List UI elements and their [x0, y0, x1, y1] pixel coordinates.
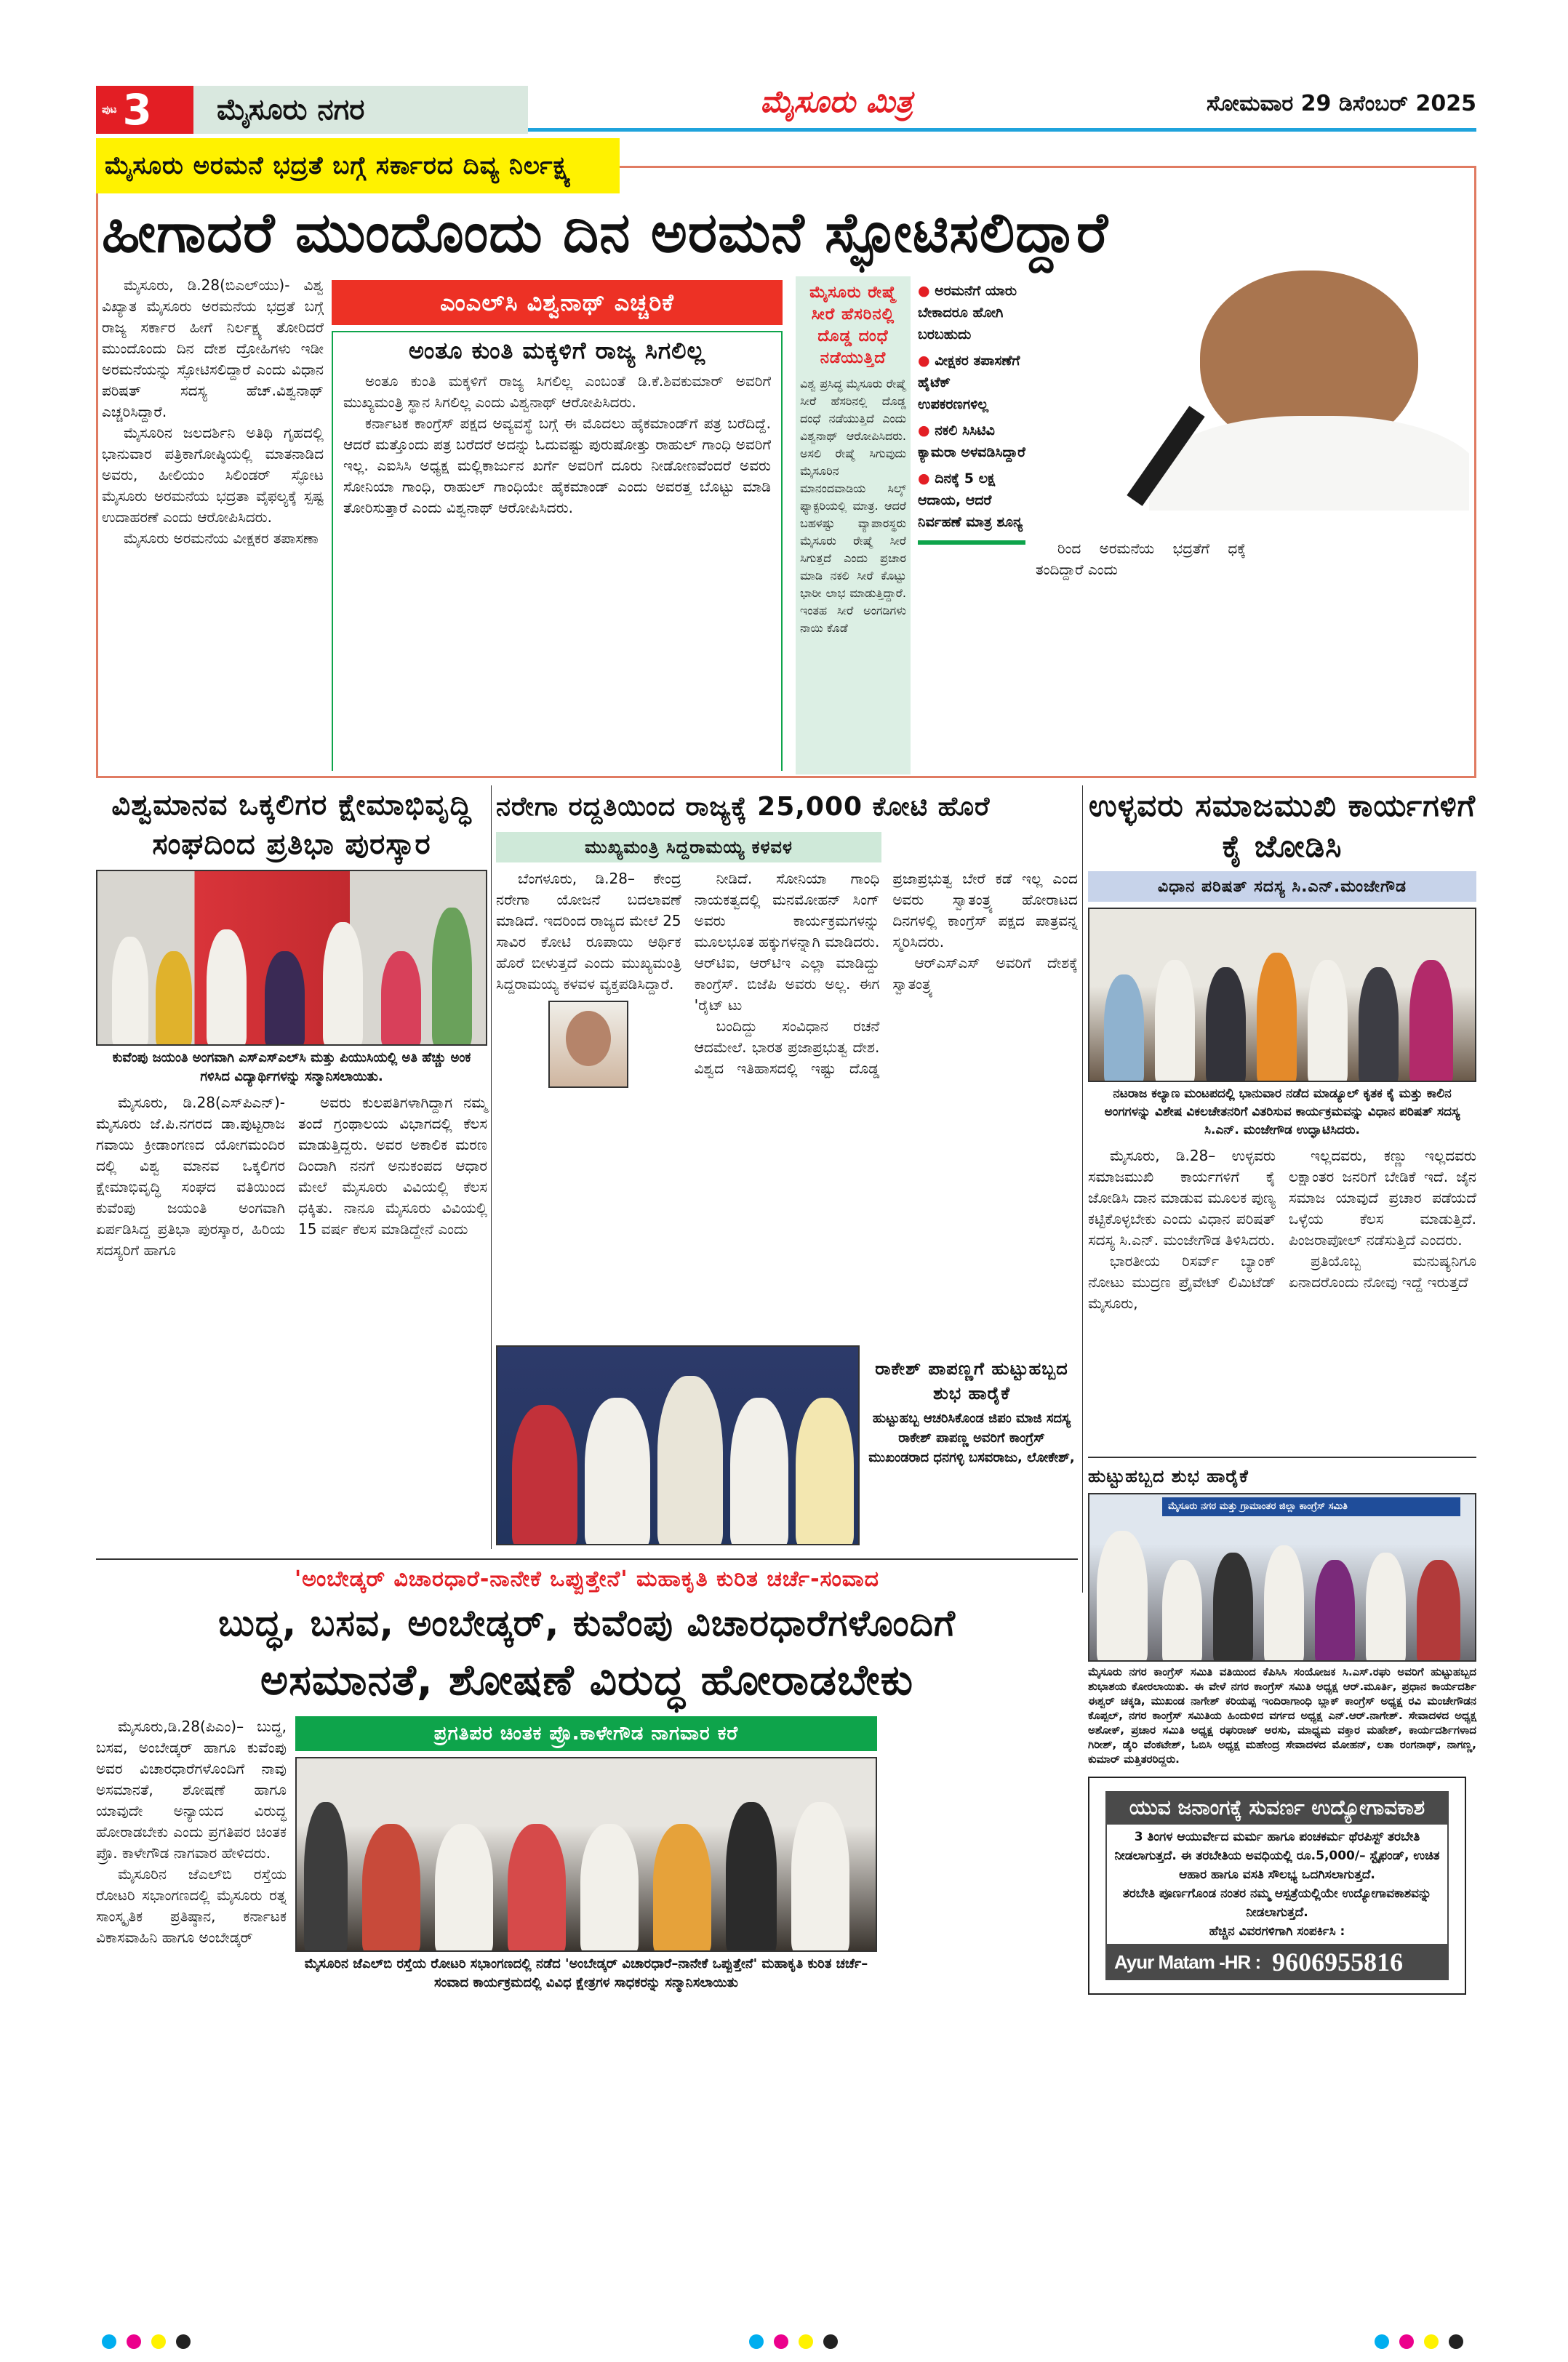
lead-subbox: ಅಂತೂ ಕುಂತಿ ಮಕ್ಕಳಿಗೆ ರಾಜ್ಯ ಸಿಗಲಿಲ್ಲ ಅಂತೂ ಕುಂತಿ ಮಕ್ಕಳಿಗೆ ರಾಜ್ಯ ಸಿಗಲಿಲ್ಲ ಎಂಬಂತೆ ಡಿ.ಕೆ.ಶಿವಕುಮಾರ್ ಅವರಿಗೆ ಮುಖ್ಯಮಂತ್ರಿ ಸ್ಥಾನ ಸಿಗಲಿಲ್ಲ ಎಂದು ವಿಶ್ವನಾಥ್ ಆರೋಪಿಸಿದರು. ಕರ್ನಾಟಕ ಕಾಂಗ್ರೆಸ್ ಪಕ್ಷದ ಅವ್ಯವಸ್ಥೆ ಬಗ್ಗೆ ಈ ಮೊದಲು ಹೈಕಮಾಂಡ್‌ಗೆ ಪತ್ರ ಬರೆದಿದ್ದೆ. ಆದರೆ ಮತ್ತೊಂದು ಪತ್ರ ಬರೆದರೆ ಅದನ್ನು ಓದುವಷ್ಟು ಪುರುಷೋತ್ತು ರಾಹುಲ್ ಗಾಂಧಿ ಅವರಿಗೆ ಇಲ್ಲ. ಎಐಸಿಸಿ ಅಧ್ಯಕ್ಷ ಮಲ್ಲಿಕಾರ್ಜುನ ಖರ್ಗೆ ಅವರಿಗೆ ದೂರು ನೀಡೋಣವೆಂದರೆ ಅವರು ಸೋನಿಯಾ ಗಾಂಧಿ, ರಾಹುಲ್ ಗಾಂಧಿಯೇ ಹೈಕಮಾಂಡ್ ಎಂದು ಅವರತ್ತ ಬೊಟ್ಟು ಮಾಡಿ ತೋರಿಸುತ್ತಾರೆ ಎಂದು ವಿಶ್ವನಾಥ್ ಆರೋಪಿಸಿದರು. — [332, 331, 783, 771]
lead-left-text: ಮೈಸೂರು, ಡಿ.28(ಬಿಎಲ್‌ಯು)- ವಿಶ್ವ ವಿಖ್ಯಾತ ಮೈಸೂರು ಅರಮನೆಯ ಭದ್ರತೆ ಬಗ್ಗೆ ರಾಜ್ಯ ಸರ್ಕಾರ ಹೀಗೆ ನಿರ್ಲಕ್ಷ್ಯ ತೋರಿದರೆ ಮುಂದೊಂದು ದಿನ ದೇಶ ದ್ರೋಹಿಗಳು ಇಡೀ ಅರಮನೆಯನ್ನು ಸ್ಫೋಟಿಸಲಿದ್ದಾರೆ ಎಂದು ವಿಧಾನ ಪರಿಷತ್ ಸದಸ್ಯ ಹೆಚ್.ವಿಶ್ವನಾಥ್ ಎಚ್ಚರಿಸಿದ್ದಾರೆ. ಮೈಸೂರಿನ ಜಲದರ್ಶಿನಿ ಅತಿಥಿ ಗೃಹದಲ್ಲಿ ಭಾನುವಾರ ಪತ್ರಿಕಾಗೋಷ್ಠಿಯಲ್ಲಿ ಮಾತನಾಡಿದ ಅವರು, ಹೀಲಿಯಂ ಸಿಲಿಂಡರ್ ಸ್ಫೋಟ ಮೈಸೂರು ಅರಮನೆಯ ಭದ್ರತಾ ವೈಫಲ್ಯಕ್ಕೆ ಸ್ಪಷ್ಟ ಉದಾಹರಣೆ ಎಂದು ಆರೋಪಿಸಿದರು. ಮೈಸೂರು ಅರಮನೆಯ ವೀಕ್ಷಕರ ತಪಾಸಣಾ — [102, 276, 324, 547]
issue-date: ಸೋಮವಾರ 29 ಡಿಸೆಂಬರ್ 2025 — [1207, 91, 1476, 116]
ad-contact — [1105, 1944, 1449, 1980]
registration-dots — [1375, 2334, 1473, 2352]
lead-bullets — [918, 280, 1025, 545]
cyan-dot — [749, 2334, 764, 2349]
ad-contact-label: Ayur Matam -HR : — [1114, 1950, 1261, 1973]
rakesh-text: ಹುಟ್ಟುಹಬ್ಬ ಆಚರಿಸಿಕೊಂಡ ಜಿಪಂ ಮಾಜಿ ಸದಸ್ಯ ರಾಕೇಶ್ ಪಾಪಣ್ಣ ಅವರಿಗೆ ಕಾಂಗ್ರೆಸ್ ಮುಖಂಡರಾದ ಧನಗಳ್ಳಿ ಬಸವರಾಜು, ಲೋಕೇಶ್, — [868, 1411, 1075, 1465]
magenta-dot — [774, 2334, 788, 2349]
ad-body: 3 ತಿಂಗಳ ಆಯುರ್ವೇದ ಮರ್ಮ ಹಾಗೂ ಪಂಚಕರ್ಮ ಥೆರಪಿಸ್ಟ್ ತರಬೇತಿ ನೀಡಲಾಗುತ್ತದೆ. ಈ ತರಬೇತಿಯ ಅವಧಿಯಲ್ಲಿ ರೂ.5,000/– ಸ್ಟೈಫಂಡ್, ಉಚಿತ ಆಹಾರ ಹಾಗೂ ವಸತಿ ಸೌಲಭ್ಯ ಒದಗಿಸಲಾಗುತ್ತದೆ. ತರಬೇತಿ ಪೂರ್ಣಗೊಂಡ ನಂತರ ನಮ್ಮ ಆಸ್ಪತ್ರೆಯಲ್ಲಿಯೇ ಉದ್ಯೋಗಾವಕಾಶವನ್ನು ನೀಡಲಾಗುತ್ತದೆ. ಹೆಚ್ಚಿನ ವಿವರಗಳಿಗಾಗಿ ಸಂಪರ್ಕಿಸಿ : — [1105, 1825, 1449, 1944]
registration-dots — [749, 2334, 848, 2352]
ambedkar-kicker: 'ಅಂಬೇಡ್ಕರ್ ವಿಚಾರಧಾರೆ-ನಾನೇಕೆ ಒಪ್ಪುತ್ತೇನೆ' ಮಹಾಕೃತಿ ಕುರಿತ ಚರ್ಚೆ-ಸಂವಾದ — [294, 1566, 879, 1592]
masthead-logo: ಮೈಸೂರು ಮಿತ್ರ — [760, 84, 913, 119]
yellow-dot — [151, 2334, 166, 2349]
siddaramaiah-photo — [548, 1001, 628, 1088]
bullet-item: ● ನಕಲಿ ಸಿಸಿಟಿವಿ ಕ್ಯಾಮರಾ ಅಳವಡಿಸಿದ್ದಾರೆ — [918, 423, 1025, 460]
ambedkar-caption: ಮೈಸೂರಿನ ಜೆಎಲ್‌ಬಿ ರಸ್ತೆಯ ರೋಟರಿ ಸಭಾಂಗಣದಲ್ಲಿ ನಡೆದ 'ಅಂಬೇಡ್ಕರ್ ವಿಚಾರಧಾರೆ–ನಾನೇಕೆ ಒಪ್ಪುತ್ತೇನೆ' ಮಹಾಕೃತಿ ಕುರಿತ ಚರ್ಚೆ–ಸಂವಾದ ಕಾರ್ಯಕ್ರಮದಲ್ಲಿ ವಿವಿಧ ಕ್ಷೇತ್ರಗಳ ಸಾಧಕರನ್ನು ಸನ್ಮಾನಿಸಲಾಯಿತು — [304, 1956, 868, 1990]
ullavaru-caption: ನಟರಾಜ ಕಲ್ಯಾಣ ಮಂಟಪದಲ್ಲಿ ಭಾನುವಾರ ನಡೆದ ಮಾಡ್ಯೂಲ್ ಕೃತಕ ಕೈ ಮತ್ತು ಕಾಲಿನ ಅಂಗಗಳನ್ನು ವಿಶೇಷ ವಿಕಲಚೇತನರಿಗೆ ವಿತರಿಸುವ ಕಾರ್ಯಕ್ರಮವನ್ನು ವಿಧಾನ ಪರಿಷತ್ ಸದಸ್ಯ ಸಿ.ಎನ್. ಮಂಜೇಗೌಡ ಉದ್ಘಾಟಿಸಿದರು. — [1104, 1086, 1460, 1137]
vokkaliga-story — [96, 785, 487, 1261]
vokkaliga-caption: ಕುವೆಂಪು ಜಯಂತಿ ಅಂಗವಾಗಿ ಎಸ್‌ಎಸ್‌ಎಲ್‌ಸಿ ಮತ್ತು ಪಿಯುಸಿಯಲ್ಲಿ ಅತಿ ಹೆಚ್ಚು ಅಂಕ ಗಳಿಸಿದ ವಿದ್ಯಾರ್ಥಿಗಳನ್ನು ಸನ್ಮಾನಿಸಲಾಯಿತು. — [112, 1050, 471, 1084]
black-dot — [823, 2334, 838, 2349]
registration-dots — [102, 2334, 201, 2352]
cyan-dot — [102, 2334, 116, 2349]
lead-headline: ಹೀಗಾದರೆ ಮುಂದೊಂದು ದಿನ ಅರಮನೆ ಸ್ಫೋಟಿಸಲಿದ್ದಾರೆ — [102, 200, 1109, 265]
lead-right-text: ರಿಂದ ಅರಮನೆಯ ಭದ್ರತೆಗೆ ಧಕ್ಕೆ ತಂದಿದ್ದಾರೆ ಎಂದು — [1036, 540, 1246, 578]
page-label: ಪುಟ — [102, 104, 117, 116]
rakesh-title: ರಾಕೇಶ್ ಪಾಪಣ್ಣಗೆ ಹುಟ್ಟುಹಬ್ಬದ ಶುಭ ಹಾರೈಕೆ — [875, 1358, 1068, 1404]
header-rule — [528, 128, 1476, 132]
birthday-photo — [1088, 1493, 1476, 1662]
bullet-item: ● ವೀಕ್ಷಕರ ತಪಾಸಣೆಗೆ ಹೈಟೆಕ್ ಉಪಕರಣಗಳಿಲ್ಲ — [918, 353, 1020, 412]
yellow-dot — [799, 2334, 813, 2349]
ambedkar-headline-2: ಅಸಮಾನತೆ, ಶೋಷಣೆ ವಿರುದ್ಧ ಹೋರಾಡಬೇಕು — [260, 1655, 914, 1705]
section-title-box — [193, 86, 528, 134]
vokkaliga-text: ಮೈಸೂರು, ಡಿ.28(ಎಸ್‌ಪಿಎನ್)- ಮೈಸೂರು ಜೆ.ಪಿ.ನಗರದ ಡಾ.ಪುಟ್ಟರಾಜ ಗವಾಯಿ ಕ್ರೀಡಾಂಗಣದ ಯೋಗಮಂದಿರ ದಲ್ಲಿ ವಿಶ್ವ ಮಾನವ ಒಕ್ಕಲಿಗರ ಕ್ಷೇಮಾಭಿವೃದ್ಧಿ ಸಂಘದ ವತಿಯಿಂದ ಕುವೆಂಪು ಜಯಂತಿ ಅಂಗವಾಗಿ ಏರ್ಪಡಿಸಿದ್ದ ಪ್ರತಿಭಾ ಪುರಸ್ಕಾರ, ಹಿರಿಯ ಸದಸ್ಯರಿಗೆ ಹಾಗೂ ಅವರು ಕುಲಪತಿಗಳಾಗಿದ್ದಾಗ ನಮ್ಮ ತಂದೆ ಗ್ರಂಥಾಲಯ ವಿಭಾಗದಲ್ಲಿ ಕೆಲಸ ಮಾಡುತ್ತಿದ್ದರು. ಅವರ ಅಕಾಲಿಕ ಮರಣ ದಿಂದಾಗಿ ನನಗೆ ಅನುಕಂಪದ ಆಧಾರ ಮೇಲೆ ಮೈಸೂರು ವಿವಿಯಲ್ಲಿ ಕೆಲಸ ಧಕ್ಕಿತು. ನಾನೂ ಮೈಸೂರು ವಿವಿಯಲ್ಲಿ 15 ವರ್ಷ ಕೆಲಸ ಮಾಡಿದ್ದೇನೆ ಎಂದು — [96, 1094, 487, 1259]
rakesh-box — [867, 1356, 1076, 1468]
nrega-headline: ನರೇಗಾ ರದ್ದತಿಯಿಂದ ರಾಜ್ಯಕ್ಕೆ 25,000 ಕೋಟಿ ಹೊರೆ — [496, 792, 991, 822]
nrega-text: ಬೆಂಗಳೂರು, ಡಿ.28– ಕೇಂದ್ರ ನರೇಗಾ ಯೋಜನೆ ಬದಲಾವಣೆ ಮಾಡಿದೆ. ಇದರಿಂದ ರಾಜ್ಯದ ಮೇಲೆ 25 ಸಾವಿರ ಕೋಟಿ ರೂಪಾಯಿ ಆರ್ಥಿಕ ಹೊರೆ ಬೀಳುತ್ತದೆ ಎಂದು ಮುಖ್ಯಮಂತ್ರಿ ಸಿದ್ದರಾಮಯ್ಯ ಕಳವಳ ವ್ಯಕ್ತಪಡಿಸಿದ್ದಾರೆ. ನೀಡಿದೆ. ಸೋನಿಯಾ ಗಾಂಧಿ ನಾಯಕತ್ವದಲ್ಲಿ ಮನಮೋಹನ್ ಸಿಂಗ್ ಅವರು ಕಾರ್ಯಕ್ರಮಗಳನ್ನು ಮೂಲಭೂತ ಹಕ್ಕುಗಳನ್ನಾಗಿ ಮಾಡಿದರು. ಆರ್‌ಟಿಐ, ಆರ್‌ಟಿಇ ಎಲ್ಲಾ ಮಾಡಿದ್ದು ಕಾಂಗ್ರೆಸ್. ಬಿಜೆಪಿ ಅವರು ಅಲ್ಲ. ಈಗ 'ರೈಟ್ ಟು ಬಂದಿದ್ದು ಸಂವಿಧಾನ ರಚನೆ ಆದಮೇಲೆ. ಭಾರತ ಪ್ರಜಾಪ್ರಭುತ್ವ ದೇಶ. ವಿಶ್ವದ ಇತಿಹಾಸದಲ್ಲಿ ಇಷ್ಟು ದೊಡ್ಡ ಪ್ರಜಾಪ್ರಭುತ್ವ ಬೇರೆ ಕಡೆ ಇಲ್ಲ ಎಂದ ಅವರು ಸ್ವಾತಂತ್ರ್ಯ ಹೋರಾಟದ ದಿನಗಳಲ್ಲಿ ಕಾಂಗ್ರೆಸ್ ಪಕ್ಷದ ಪಾತ್ರವನ್ನ ಸ್ಮರಿಸಿದರು. ಆರ್‌ಎಸ್‌ಎಸ್ ಅವರಿಗೆ ದೇಶಕ್ಕೆ ಸ್ವಾತಂತ್ರ್ಯ — [496, 868, 1078, 1088]
bullet-item: ● ದಿನಕ್ಕೆ 5 ಲಕ್ಷ ಆದಾಯ, ಆದರೆ ನಿರ್ವಹಣೆ ಮಾತ್ರ ಶೂನ್ಯ — [918, 471, 1023, 530]
vokkaliga-headline: ವಿಶ್ವಮಾನವ ಒಕ್ಕಲಿಗರ ಕ್ಷೇಮಾಭಿವೃದ್ಧಿ ಸಂಘದಿಂದ ಪ್ರತಿಭಾ ಪುರಸ್ಕಾರ — [111, 788, 472, 861]
birthday-caption: ಮೈಸೂರು ನಗರ ಕಾಂಗ್ರೆಸ್ ಸಮಿತಿ ವತಿಯಿಂದ ಕೆಪಿಸಿಸಿ ಸಂಯೋಜಕ ಸಿ.ಎಸ್.ರಘು ಅವರಿಗೆ ಹುಟ್ಟುಹಬ್ಬದ ಶುಭಾಶಯ ಕೋರಲಾಯಿತು. ಈ ವೇಳೆ ನಗರ ಕಾಂಗ್ರೆಸ್ ಸಮಿತಿ ಅಧ್ಯಕ್ಷ ಆರ್.ಮೂರ್ತಿ, ಪ್ರಧಾನ ಕಾರ್ಯದರ್ಶಿ ಈಶ್ವರ್ ಚಕ್ಕಡಿ, ಮುಖಂಡ ನಾಗೇಶ್ ಕರಿಯಪ್ಪ ಇಂದಿರಾಗಾಂಧಿ ಬ್ಲಾಕ್ ಕಾಂಗ್ರೆಸ್ ಅಧ್ಯಕ್ಷ ರವಿ ಮಂಚೇಗೌಡನ ಕೊಪ್ಪಲ್, ನಗರ ಕಾಂಗ್ರೆಸ್ ಸಮಿತಿಯ ಹಿಂದುಳಿದ ವರ್ಗದ ಅಧ್ಯಕ್ಷ ಎನ್.ಆರ್.ನಾಗೇಶ್. ಸೇವಾದಳದ ಅಧ್ಯಕ್ಷ ಅಶೋಕ್, ಪ್ರಚಾರ ಸಮಿತಿ ಅಧ್ಯಕ್ಷ ರಘುರಾಜ್ ಅರಸು, ಮಾಧ್ಯಮ ವಕ್ತಾರ ಮಹೇಶ್, ಕಾರ್ಯದರ್ಶಿಗಳಾದ ಗಿರೀಶ್, ಡೈರಿ ವೆಂಕಟೇಶ್, ಓಬಿಸಿ ಅಧ್ಯಕ್ಷ ಮಹೇಂದ್ರ ಸೇವಾದಳದ ಮೋಹನ್, ಲತಾ ರಂಗನಾಥ್, ನಾಗಣ್ಣ, ಕುಮಾರ್ ಮತ್ತಿತರರಿದ್ದರು. — [1088, 1665, 1476, 1766]
ambedkar-photo — [295, 1757, 877, 1952]
lead-banner: ಎಂಎಲ್‌ಸಿ ವಿಶ್ವನಾಥ್ ಎಚ್ಚರಿಕೆ — [332, 280, 783, 325]
page-number-box — [96, 86, 193, 134]
ad-title: ಯುವ ಜನಾಂಗಕ್ಕೆ ಸುವರ್ಣ ಉದ್ಯೋಗಾವಕಾಶ — [1105, 1791, 1449, 1825]
black-dot — [176, 2334, 191, 2349]
ambedkar-story — [96, 1564, 1078, 1993]
job-ad — [1088, 1777, 1466, 1995]
vishwanath-photo — [1091, 271, 1469, 511]
right-column — [1088, 785, 1476, 1995]
page-number: 3 — [122, 85, 152, 135]
sidebar-title: ಮೈಸೂರು ರೇಷ್ಮೆ ಸೀರೆ ಹೆಸರಿನಲ್ಲಿ ದೊಡ್ಡ ದಂಧೆ ನಡೆಯುತ್ತಿದೆ — [809, 284, 897, 367]
ad-phone[interactable]: 9606955816 — [1272, 1947, 1404, 1977]
ullavaru-photo — [1088, 908, 1476, 1082]
vokkaliga-photo — [96, 870, 487, 1046]
section-title: ಮೈಸೂರು ನಗರ — [217, 93, 365, 127]
black-dot — [1449, 2334, 1463, 2349]
lead-kicker: ಮೈಸೂರು ಅರಮನೆ ಭದ್ರತೆ ಬಗ್ಗೆ ಸರ್ಕಾರದ ದಿವ್ಯ ನಿರ್ಲಕ್ಷ್ಯ — [96, 138, 620, 193]
lead-subhead: ಅಂತೂ ಕುಂತಿ ಮಕ್ಕಳಿಗೆ ರಾಜ್ಯ ಸಿಗಲಿಲ್ಲ — [408, 337, 706, 364]
ambedkar-text: ಮೈಸೂರು,ಡಿ.28(ಪಿಎಂ)– ಬುದ್ಧ, ಬಸವ, ಅಂಬೇಡ್ಕರ್ ಹಾಗೂ ಕುವೆಂಪು ಅವರ ವಿಚಾರಧಾರೆಗಳೊಂದಿಗೆ ನಾವು ಅಸಮಾನತೆ, ಶೋಷಣೆ ಹಾಗೂ ಯಾವುದೇ ಅನ್ಯಾಯದ ವಿರುದ್ಧ ಹೋರಾಡಬೇಕು ಎಂದು ಪ್ರಗತಿಪರ ಚಿಂತಕ ಪ್ರೊ. ಕಾಳೇಗೌಡ ನಾಗವಾರ ಹೇಳಿದರು. ಮೈಸೂರಿನ ಜೆಎಲ್‌ಬಿ ರಸ್ತೆಯ ರೋಟರಿ ಸಭಾಂಗಣದಲ್ಲಿ ಮೈಸೂರು ರತ್ನ ಸಾಂಸ್ಕೃತಿಕ ಪ್ರತಿಷ್ಠಾನ, ಕರ್ನಾಟಕ ವಿಕಾಸವಾಹಿನಿ ಹಾಗೂ ಅಂಬೇಡ್ಕರ್ — [96, 1718, 287, 1946]
ullavaru-headline: ಉಳ್ಳವರು ಸಮಾಜಮುಖಿ ಕಾರ್ಯಗಳಿಗೆ ಕೈ ಜೋಡಿಸಿ — [1088, 788, 1476, 864]
magenta-dot — [1399, 2334, 1414, 2349]
yellow-dot — [1424, 2334, 1439, 2349]
magenta-dot — [127, 2334, 141, 2349]
birthday-title: ಹುಟ್ಟುಹಬ್ಬದ ಶುಭ ಹಾರೈಕೆ — [1088, 1466, 1249, 1486]
lead-sidebar: ಮೈಸೂರು ರೇಷ್ಮೆ ಸೀರೆ ಹೆಸರಿನಲ್ಲಿ ದೊಡ್ಡ ದಂಧೆ ನಡೆಯುತ್ತಿದೆ ವಿಶ್ವ ಪ್ರಸಿದ್ಧ ಮೈಸೂರು ರೇಷ್ಮೆ ಸೀರೆ ಹೆಸರಿನಲ್ಲಿ ದೊಡ್ಡ ದಂಧೆ ನಡೆಯುತ್ತಿದೆ ಎಂದು ವಿಶ್ವನಾಥ್ ಆರೋಪಿಸಿದರು. ಅಸಲಿ ರೇಷ್ಮೆ ಸಿಗುವುದು ಮೈಸೂರಿನ ಮಾನಂದವಾಡಿಯ ಸಿಲ್ಕ್ ಫ್ಯಾಕ್ಟರಿಯಲ್ಲಿ ಮಾತ್ರ. ಆದರೆ ಬಹಳಷ್ಟು ವ್ಯಾಪಾರಸ್ಥರು ಮೈಸೂರು ರೇಷ್ಮೆ ಸೀರೆ ಸಿಗುತ್ತದೆ ಎಂದು ಪ್ರಚಾರ ಮಾಡಿ ನಕಲಿ ಸೀರೆ ಕೊಟ್ಟು ಭಾರೀ ಲಾಭ ಮಾಡುತ್ತಿದ್ದಾರೆ. ಇಂತಹ ಸೀರೆ ಅಂಗಡಿಗಳು ನಾಯಿ ಕೊಡೆ — [796, 276, 911, 774]
nrega-subhead: ಮುಖ್ಯಮಂತ್ರಿ ಸಿದ್ದರಾಮಯ್ಯ ಕಳವಳ — [496, 832, 881, 862]
photo-banner-text: ಮೈಸೂರು ನಗರ ಮತ್ತು ಗ್ರಾಮಾಂತರ ಜಿಲ್ಲಾ ಕಾಂಗ್ರೆಸ್ ಸಮಿತಿ — [1162, 1497, 1460, 1516]
ambedkar-banner: ಪ್ರಗತಿಪರ ಚಿಂತಕ ಪ್ರೊ.ಕಾಳೇಗೌಡ ನಾಗವಾರ ಕರೆ — [295, 1716, 877, 1751]
cyan-dot — [1375, 2334, 1389, 2349]
rakesh-photo — [496, 1345, 860, 1545]
nrega-story — [496, 787, 1078, 1088]
ullavaru-subhead: ವಿಧಾನ ಪರಿಷತ್ ಸದಸ್ಯ ಸಿ.ಎನ್.ಮಂಜೇಗೌಡ — [1088, 871, 1476, 902]
bullet-item: ● ಅರಮನೆಗೆ ಯಾರು ಬೇಕಾದರೂ ಹೋಗಿ ಬರಬಹುದು — [918, 283, 1017, 343]
ullavaru-text: ಮೈಸೂರು, ಡಿ.28– ಉಳ್ಳವರು ಸಮಾಜಮುಖಿ ಕಾರ್ಯಗಳಿಗೆ ಕೈ ಜೋಡಿಸಿ ದಾನ ಮಾಡುವ ಮೂಲಕ ಪುಣ್ಯ ಕಟ್ಟಿಕೊಳ್ಳಬೇಕು ಎಂದು ವಿಧಾನ ಪರಿಷತ್ ಸದಸ್ಯ ಸಿ.ಎನ್. ಮಂಜೇಗೌಡ ತಿಳಿಸಿದರು. ಭಾರತೀಯ ರಿಸರ್ವ್ ಬ್ಯಾಂಕ್ ನೋಟು ಮುದ್ರಣ ಪ್ರೈವೇಟ್ ಲಿಮಿಟೆಡ್ ಮೈಸೂರು, ಇಲ್ಲದವರು, ಕಣ್ಣು ಇಲ್ಲದವರು ಲಕ್ಷಾಂತರ ಜನರಿಗೆ ಬೇಡಿಕೆ ಇದೆ. ಜೈನ ಸಮಾಜ ಯಾವುದೆ ಪ್ರಚಾರ ಪಡೆಯದೆ ಒಳ್ಳೆಯ ಕೆಲಸ ಮಾಡುತ್ತಿದೆ. ಪಿಂಜರಾಪೋಲ್ ನಡೆಸುತ್ತಿದೆ ಎಂದರು. ಪ್ರತಿಯೊಬ್ಬ ಮನುಷ್ಯನಿಗೂ ಏನಾದರೊಂದು ನೋವು ಇದ್ದೆ ಇರುತ್ತದೆ — [1088, 1147, 1476, 1312]
ambedkar-headline-1: ಬುದ್ಧ, ಬಸವ, ಅಂಬೇಡ್ಕರ್, ಕುವೆಂಪು ವಿಚಾರಧಾರೆಗಳೊಂದಿಗೆ — [218, 1602, 956, 1644]
